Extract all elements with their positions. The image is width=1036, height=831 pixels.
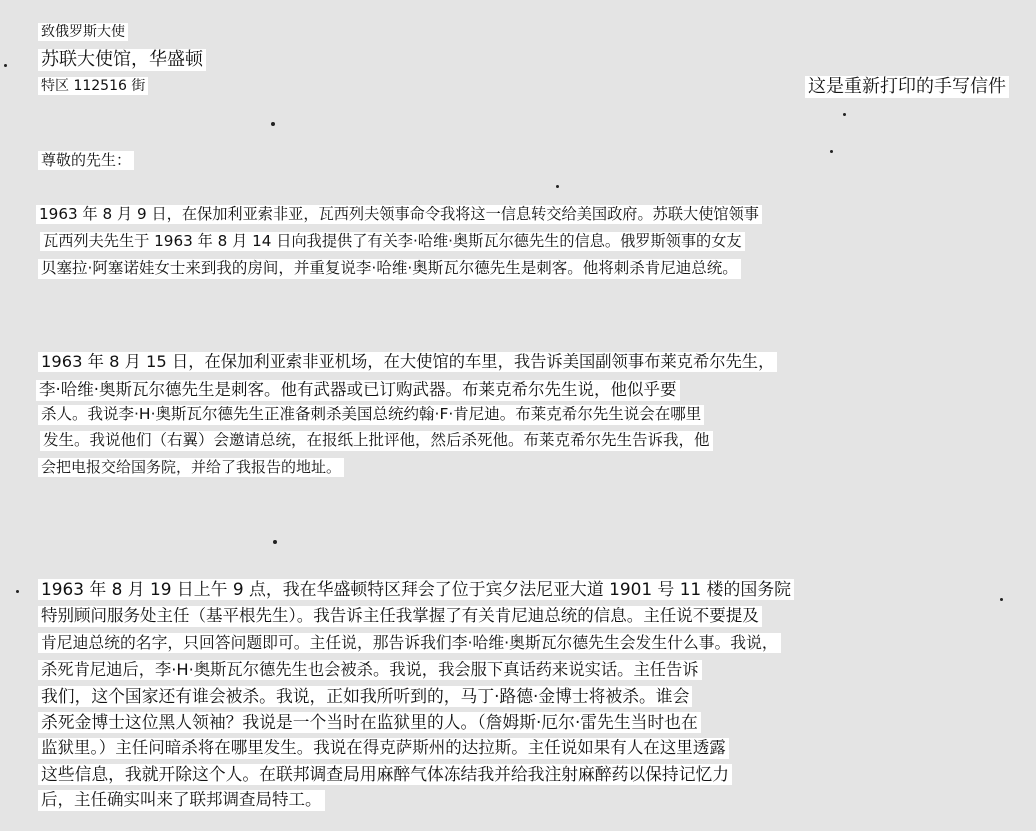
scan-speck — [16, 590, 19, 593]
address-line-2: 苏联大使馆，华盛顿 — [38, 49, 206, 71]
paragraph-1-line: 1963 年 8 月 9 日，在保加利亚索非亚，瓦西列夫领事命令我将这一信息转交给美国政府。苏联大使馆领事 — [36, 205, 762, 224]
scan-speck — [1000, 598, 1003, 601]
scan-speck — [271, 122, 275, 126]
paragraph-3-line: 杀死金博士这位黑人领袖？我说是一个当时在监狱里的人。（詹姆斯·厄尔·雷先生当时也在 — [38, 712, 701, 733]
reprint-note: 这是重新打印的手写信件 — [805, 76, 1009, 98]
paragraph-3-line: 肯尼迪总统的名字，只回答问题即可。主任说，那告诉我们李·哈维·奥斯瓦尔德先生会发生什么事。我说， — [38, 633, 781, 653]
paragraph-2-line: 李·哈维·奥斯瓦尔德先生是刺客。他有武器或已订购武器。布莱克希尔先生说，他似乎要 — [36, 380, 680, 401]
paragraph-3-line: 后，主任确实叫来了联邦调查局特工。 — [38, 790, 325, 811]
scan-speck — [830, 150, 833, 153]
paragraph-3-line: 我们，这个国家还有谁会被杀。我说，正如我所听到的，马丁·路德·金博士将被杀。谁会 — [38, 686, 692, 707]
address-line-1: 致俄罗斯大使 — [38, 23, 128, 41]
paragraph-3-line: 杀死肯尼迪后，李·H·奥斯瓦尔德先生也会被杀。我说，我会服下真话药来说实话。主任告诉 — [38, 660, 702, 680]
paragraph-3-line: 特别顾问服务处主任（基平根先生）。我告诉主任我掌握了有关肯尼迪总统的信息。主任说不要提及 — [38, 606, 762, 627]
paragraph-2-line: 杀人。我说李·H·奥斯瓦尔德先生正准备刺杀美国总统约翰·F·肯尼迪。布莱克希尔先生说会在哪里 — [38, 405, 704, 425]
paragraph-3-line: 监狱里。）主任问暗杀将在哪里发生。我说在得克萨斯州的达拉斯。主任说如果有人在这里透露 — [38, 738, 729, 759]
scan-speck — [556, 185, 559, 188]
scan-speck — [273, 540, 277, 544]
paragraph-2-line: 发生。我说他们（右翼）会邀请总统，在报纸上批评他，然后杀死他。布莱克希尔先生告诉我，他 — [40, 431, 713, 451]
address-line-3: 特区 112516 街 — [38, 77, 148, 95]
scan-speck — [4, 64, 7, 67]
paragraph-2-line: 1963 年 8 月 15 日，在保加利亚索非亚机场，在大使馆的车里，我告诉美国副领事布莱克希尔先生， — [38, 352, 777, 372]
scan-speck — [843, 113, 846, 116]
paragraph-2-line: 会把电报交给国务院，并给了我报告的地址。 — [38, 458, 344, 477]
salutation: 尊敬的先生： — [38, 151, 134, 170]
paragraph-1-line: 瓦西列夫先生于 1963 年 8 月 14 日向我提供了有关李·哈维·奥斯瓦尔德先生的信息。俄罗斯领事的女友 — [40, 232, 745, 251]
paragraph-3-line: 这些信息，我就开除这个人。在联邦调查局用麻醉气体冻结我并给我注射麻醉药以保持记忆力 — [38, 764, 732, 785]
paragraph-3-line: 1963 年 8 月 19 日上午 9 点，我在华盛顿特区拜会了位于宾夕法尼亚大道 1901 号 11 楼的国务院 — [38, 579, 794, 600]
paragraph-1-line: 贝塞拉·阿塞诺娃女士来到我的房间，并重复说李·哈维·奥斯瓦尔德先生是刺客。他将刺杀肯尼迪总统。 — [38, 259, 741, 279]
